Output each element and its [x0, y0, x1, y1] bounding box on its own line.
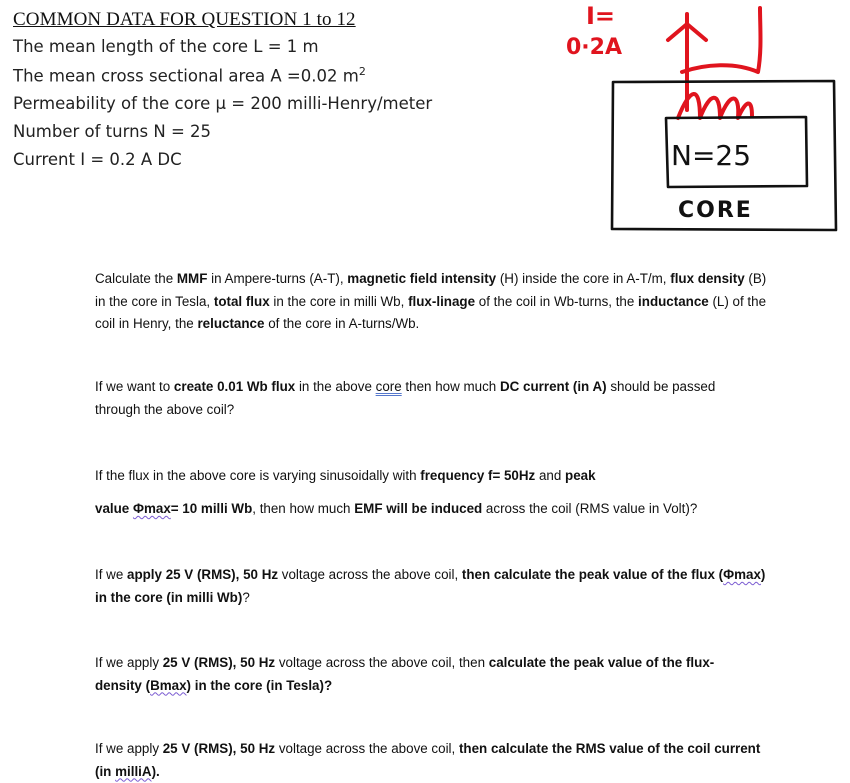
coil-ink — [668, 8, 761, 118]
given-cross-section-area: The mean cross sectional area A =0.02 $m^2$ — [13, 65, 366, 86]
core-link: core — [375, 379, 402, 394]
question-rms-current-block: If we apply 25 V (RMS), 50 Hz voltage across the above coil, then calculate the RMS value of the coil current (in milliA). — [95, 741, 761, 779]
sketch-current-label-bottom: 0·2A — [566, 35, 622, 60]
question-mmf-block: Calculate the MMF in Ampere-turns (A-T), magnetic field intensity (H) inside the core in A-T/m, flux density (B) in the core in Tesla, total flux in the core in milli Wb, flux-linage of the coil in Wb-turns, the inductance (L) of the coil in Henry, the reluctance of the core in A-turns/Wb. — [95, 271, 767, 331]
core-coil-sketch — [560, 0, 850, 235]
common-data-title: COMMON DATA FOR QUESTION 1 to 12 — [13, 9, 356, 30]
sketch-current-label-top: I= — [586, 2, 616, 30]
question-peak-flux-density-block: If we apply 25 V (RMS), 50 Hz voltage across the above coil, then calculate the peak value of the flux-density (Bmax) in the core (in Tesla)? — [95, 655, 715, 693]
sketch-turns-label: N=25 — [671, 139, 752, 172]
given-mean-length: The mean length of the core L = 1 m — [13, 37, 319, 56]
lead-wire-right — [682, 8, 761, 72]
sketch-core-label: CORE — [678, 198, 753, 223]
common-data-block — [0, 0, 498, 230]
question-peak-flux-block: If we apply 25 V (RMS), 50 Hz voltage across the above coil, then calculate the peak value of the flux (Φmax) in the core (in milli Wb)? — [95, 567, 766, 605]
question-emf-line-1: If the flux in the above core is varying sinusoidally with frequency f= 50Hz and peak — [95, 468, 596, 483]
question-dc-current-block: If we want to create 0.01 Wb flux in the above core then how much DC current (in A) should be passed through the above coil? — [95, 379, 716, 417]
coil-winding-icon — [678, 94, 752, 118]
given-current: Current I = 0.2 A DC — [13, 150, 182, 169]
given-number-of-turns: Number of turns N = 25 — [13, 122, 212, 141]
question-emf-line-2: value Φmax= 10 milli Wb, then how much EMF will be induced across the coil (RMS value in Volt)? — [95, 501, 698, 516]
given-permeability: Permeability of the core μ = 200 milli-Henry/meter — [13, 94, 433, 113]
